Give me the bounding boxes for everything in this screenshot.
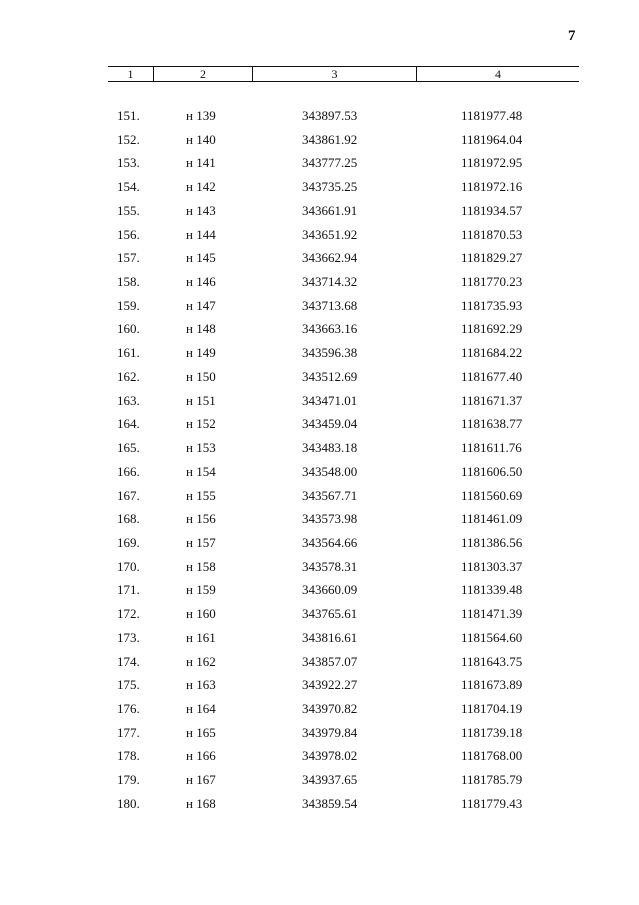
point-label: н 145 [186,250,216,266]
table-row [0,392,639,416]
row-number: 171. [117,582,140,598]
table-row [0,226,639,250]
coordinate-x: 343661.91 [302,202,358,218]
coordinate-y: 1181779.43 [461,795,523,811]
coordinate-y: 1181471.39 [461,606,523,622]
row-number: 156. [117,226,140,242]
coordinate-x: 343662.94 [302,250,358,266]
point-label: н 141 [186,155,216,171]
page-number: 7 [568,28,576,44]
row-number: 175. [117,677,140,693]
row-number: 158. [117,274,140,290]
coordinate-x: 343713.68 [302,297,358,313]
coordinate-y: 1181785.79 [461,772,523,788]
coordinate-x: 343471.01 [302,392,358,408]
point-label: н 151 [186,392,216,408]
coordinate-y: 1181564.60 [461,629,523,645]
table-row [0,676,639,700]
table-row [0,771,639,795]
point-label: н 165 [186,724,216,740]
coordinate-y: 1181560.69 [461,487,523,503]
coordinate-x: 343578.31 [302,558,358,574]
coordinate-y: 1181303.37 [461,558,523,574]
row-number: 167. [117,487,140,503]
table-row [0,297,639,321]
coordinate-y: 1181643.75 [461,653,523,669]
row-number: 163. [117,392,140,408]
row-number: 178. [117,748,140,764]
row-number: 162. [117,368,140,384]
table-row [0,795,639,819]
point-label: н 146 [186,274,216,290]
coordinate-x: 343859.54 [302,795,358,811]
coordinate-x: 343660.09 [302,582,358,598]
row-number: 166. [117,463,140,479]
table-row [0,724,639,748]
coordinate-x: 343922.27 [302,677,358,693]
coordinate-x: 343816.61 [302,629,358,645]
row-number: 168. [117,511,140,527]
row-number: 154. [117,179,140,195]
point-label: н 160 [186,606,216,622]
table-row [0,463,639,487]
point-label: н 152 [186,416,216,432]
coordinate-y: 1181829.27 [461,250,523,266]
coordinate-x: 343857.07 [302,653,358,669]
coordinate-y: 1181339.48 [461,582,523,598]
coordinate-x: 343663.16 [302,321,358,337]
coordinate-y: 1181870.53 [461,226,523,242]
row-number: 160. [117,321,140,337]
row-number: 174. [117,653,140,669]
row-number: 159. [117,297,140,313]
point-label: н 162 [186,653,216,669]
point-label: н 139 [186,108,216,123]
coordinate-x: 343459.04 [302,416,358,432]
point-label: н 164 [186,700,216,716]
table-row [0,415,639,439]
row-number: 169. [117,534,140,550]
point-label: н 158 [186,558,216,574]
coordinate-x: 343564.66 [302,534,358,550]
point-label: н 149 [186,345,216,361]
coordinate-x: 343548.00 [302,463,358,479]
coordinate-y: 1181638.77 [461,416,523,432]
coordinate-x: 343596.38 [302,345,358,361]
point-label: н 157 [186,534,216,550]
point-label: н 140 [186,131,216,147]
point-label: н 142 [186,179,216,195]
table-row [0,178,639,202]
table-row [0,747,639,771]
coordinate-y: 1181684.22 [461,345,523,361]
row-number: 177. [117,724,140,740]
table-body [0,107,639,819]
row-number: 179. [117,772,140,788]
table-row [0,249,639,273]
coordinate-y: 1181692.29 [461,321,523,337]
row-number: 173. [117,629,140,645]
point-label: н 144 [186,226,216,242]
column-header-3: 3 [252,67,416,81]
row-number: 172. [117,606,140,622]
table-row [0,605,639,629]
coordinate-x: 343573.98 [302,511,358,527]
table-row [0,653,639,677]
coordinate-x: 343979.84 [302,724,358,740]
row-number: 180. [117,795,140,811]
point-label: н 143 [186,202,216,218]
coordinate-x: 343861.92 [302,131,358,147]
coordinate-y: 1181704.19 [461,700,523,716]
table-row [0,558,639,582]
table-row [0,320,639,344]
coordinate-y: 1181770.23 [461,274,523,290]
coordinate-x: 343970.82 [302,700,358,716]
row-number: 155. [117,202,140,218]
column-header-2: 2 [153,67,252,81]
point-label: н 154 [186,463,216,479]
coordinate-y: 1181611.76 [461,440,522,456]
row-number: 151. [117,108,140,123]
coordinate-y: 1181673.89 [461,677,523,693]
point-label: н 148 [186,321,216,337]
point-label: н 155 [186,487,216,503]
coordinate-y: 1181977.48 [461,108,523,123]
point-label: н 163 [186,677,216,693]
row-number: 164. [117,416,140,432]
coordinate-x: 343897.53 [302,108,358,123]
table-row [0,510,639,534]
row-number: 161. [117,345,140,361]
table-row [0,131,639,155]
table-row [0,487,639,511]
coordinate-x: 343512.69 [302,368,358,384]
coordinate-y: 1181972.16 [461,179,523,195]
table-row [0,700,639,724]
point-label: н 159 [186,582,216,598]
coordinate-x: 343567.71 [302,487,358,503]
coordinate-x: 343735.25 [302,179,358,195]
coordinate-x: 343651.92 [302,226,358,242]
coordinate-x: 343765.61 [302,606,358,622]
coordinate-y: 1181964.04 [461,131,523,147]
table-row [0,368,639,392]
point-label: н 156 [186,511,216,527]
column-header-4: 4 [416,67,579,81]
coordinate-y: 1181934.57 [461,202,523,218]
table-row [0,581,639,605]
coordinate-y: 1181735.93 [461,297,523,313]
table-row [0,629,639,653]
point-label: н 150 [186,368,216,384]
point-label: н 167 [186,772,216,788]
coordinate-y: 1181606.50 [461,463,523,479]
column-header-1: 1 [127,67,134,81]
coordinate-y: 1181739.18 [461,724,523,740]
coordinate-y: 1181972.95 [461,155,523,171]
table-row [0,344,639,368]
point-label: н 161 [186,629,216,645]
coordinate-y: 1181386.56 [461,534,523,550]
coordinate-x: 343937.65 [302,772,358,788]
coordinate-y: 1181671.37 [461,392,523,408]
row-number: 176. [117,700,140,716]
table-row [0,202,639,226]
row-number: 153. [117,155,140,171]
coordinate-x: 343714.32 [302,274,358,290]
point-label: н 168 [186,795,216,811]
row-number: 157. [117,250,140,266]
table-row [0,107,639,131]
table-row [0,273,639,297]
row-number: 165. [117,440,140,456]
coordinate-y: 1181677.40 [461,368,523,384]
point-label: н 147 [186,297,216,313]
table-row [0,439,639,463]
table-row [0,534,639,558]
row-number: 170. [117,558,140,574]
point-label: н 166 [186,748,216,764]
table-header [108,66,579,82]
coordinate-y: 1181461.09 [461,511,523,527]
point-label: н 153 [186,440,216,456]
coordinate-x: 343978.02 [302,748,358,764]
table-row [0,154,639,178]
row-number: 152. [117,131,140,147]
coordinate-x: 343777.25 [302,155,358,171]
coordinate-x: 343483.18 [302,440,358,456]
coordinate-y: 1181768.00 [461,748,523,764]
